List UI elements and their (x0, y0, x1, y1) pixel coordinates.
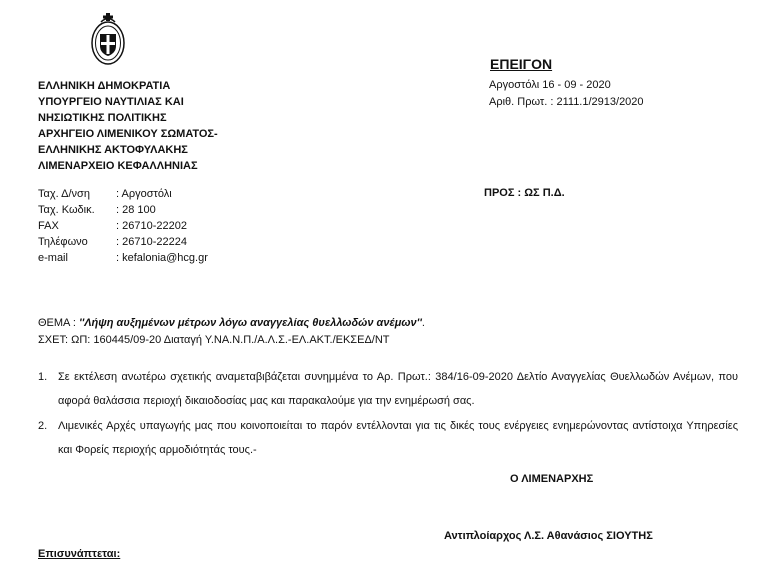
list-item (38, 365, 738, 413)
body-list (38, 365, 738, 463)
contact-value: : 26710-22224 (116, 236, 187, 248)
issuer-line: ΝΗΣΙΩΤΙΚΗΣ ΠΟΛΙΤΙΚΗΣ (38, 112, 167, 124)
contact-row-fax (38, 218, 208, 234)
contact-label: e-mail (38, 252, 68, 264)
contact-row-postcode (38, 202, 208, 218)
issuer-line: ΛΙΜΕΝΑΡΧΕΙΟ ΚΕΦΑΛΛΗΝΙΑΣ (38, 160, 198, 172)
issuer-line: ΕΛΛΗΝΙΚΗΣ ΑΚΤΟΦΥΛΑΚΗΣ (38, 144, 188, 156)
list-item-number: 1. (38, 371, 48, 383)
issuer-line: ΑΡΧΗΓΕΙΟ ΛΙΜΕΝΙΚΟΥ ΣΩΜΑΤΟΣ- (38, 128, 218, 140)
contact-row-phone (38, 234, 208, 250)
issuer-block (38, 78, 218, 174)
contact-row-address (38, 186, 208, 202)
contact-value: : Αργοστόλι (116, 188, 172, 200)
contact-label: Ταχ. Κωδικ. (38, 204, 95, 216)
subject-line (38, 315, 425, 332)
subject-end: . (421, 317, 425, 329)
contact-row-email (38, 250, 208, 266)
contact-label: Τηλέφωνο (38, 236, 88, 248)
greek-coat-of-arms-icon (88, 8, 128, 66)
subject-block (38, 315, 425, 349)
contact-block (38, 186, 208, 266)
subject-text: ''Λήψη αυξημένων μέτρων λόγω αναγγελίας θυελλωδών ανέμων'' (78, 317, 422, 329)
recipient: ΠΡΟΣ : ΩΣ Π.Δ. (484, 187, 565, 199)
contact-value: : kefalonia@hcg.gr (116, 252, 208, 264)
contact-label: Ταχ. Δ/νση (38, 188, 90, 200)
list-item (38, 414, 738, 462)
reference-line: ΣΧΕΤ: ΩΠ: 160445/09-20 Διαταγή Υ.ΝΑ.Ν.Π./Α.Λ.Σ.-ΕΛ.ΑΚΤ./ΕΚΣΕΔ/ΝΤ (38, 334, 390, 346)
issuer-line: ΥΠΟΥΡΓΕΙΟ ΝΑΥΤΙΛΙΑΣ ΚΑΙ (38, 96, 184, 108)
protocol-number: Αριθ. Πρωτ. : 2111.1/2913/2020 (489, 96, 644, 108)
contact-value: : 28 100 (116, 204, 156, 216)
subject-label: ΘΕΜΑ : (38, 317, 79, 329)
list-item-text: Σε εκτέλεση ανωτέρω σχετικής αναμεταβιβάζεται συνημμένα το Αρ. Πρωτ.: 384/16-09-2020 Δελτίο Αναγγελίας Θυελλωδών Ανέμων, που αφορά θαλάσσια περιοχή δικαιοδοσίας μας και παρακαλούμε για την ενημέρωσή σας. (58, 371, 738, 407)
attachments-heading: Επισυνάπτεται: (38, 548, 121, 560)
document-meta (489, 77, 644, 111)
signatory-title: Ο ΛΙΜΕΝΑΡΧΗΣ (510, 473, 594, 485)
signatory-name: Αντιπλοίαρχος Λ.Σ. Αθανάσιος ΣΙΟΥΤΗΣ (444, 530, 653, 542)
contact-label: FAX (38, 220, 59, 232)
contact-value: : 26710-22202 (116, 220, 187, 232)
place-date: Αργοστόλι 16 - 09 - 2020 (489, 79, 611, 91)
list-item-number: 2. (38, 420, 48, 432)
urgency-label: ΕΠΕΙΓΟΝ (490, 56, 553, 72)
list-item-text: Λιμενικές Αρχές υπαγωγής μας που κοινοποιείται το παρόν εντέλλονται για τις δικές τους ενέργειες ενημερώνοντας αντίστοιχα Υπηρεσίες και Φορείς περιοχής αρμοδιότητάς τους.- (58, 420, 738, 456)
issuer-line: ΕΛΛΗΝΙΚΗ ΔΗΜΟΚΡΑΤΙΑ (38, 80, 171, 92)
